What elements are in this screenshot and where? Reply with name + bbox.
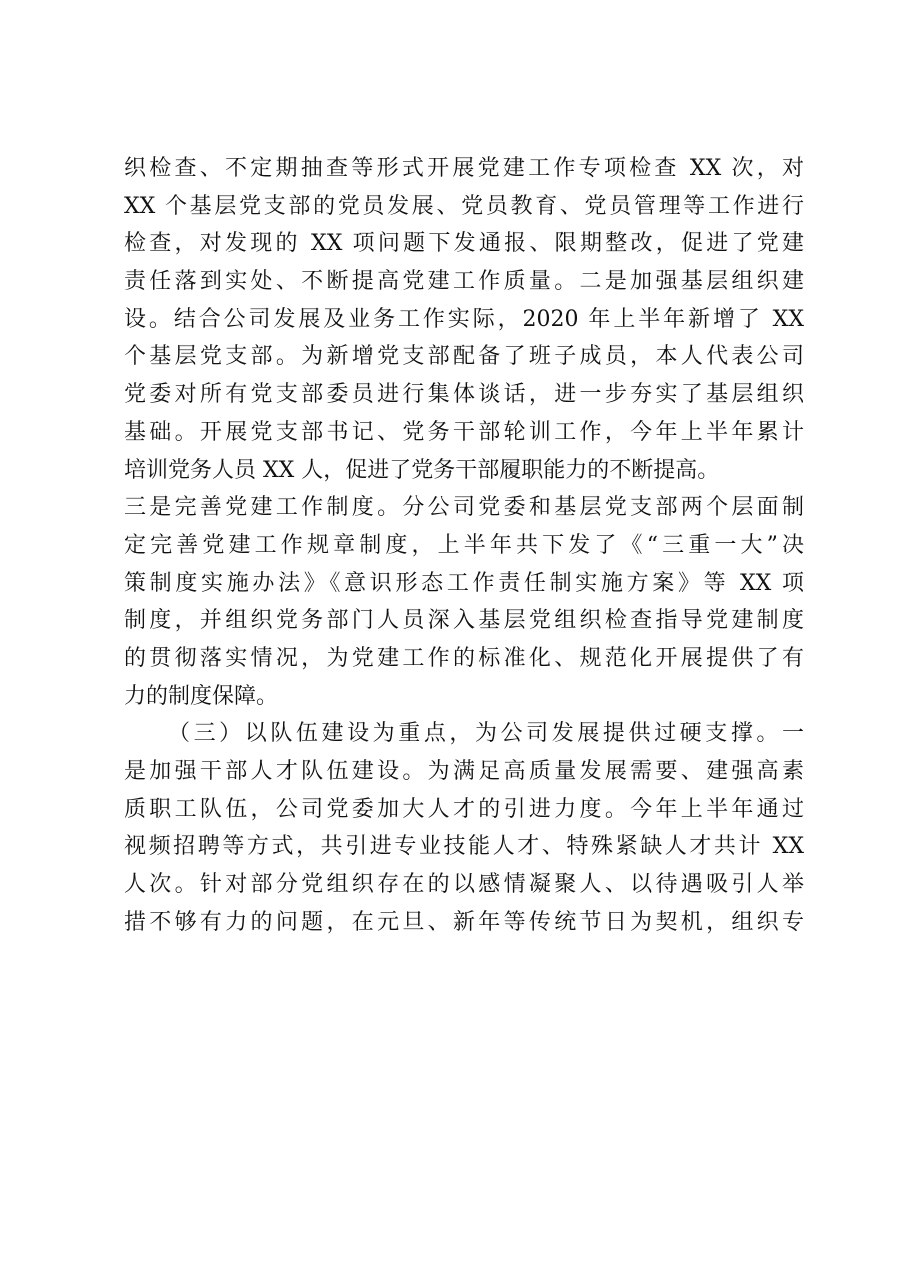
text-line: 人次。针对部分党组织存在的以感情凝聚人、以待遇吸引人举 <box>124 872 804 898</box>
text-line: 责任落到实处、不断提高党建工作质量。二是加强基层组织建 <box>124 269 804 295</box>
text-line: 织检查、不定期抽查等形式开展党建工作专项检查 XX 次，对 <box>124 156 804 181</box>
text-line: 力的制度保障。 <box>124 683 279 709</box>
body-text <box>124 150 804 941</box>
text-line: 培训党务人员 XX 人，促进了党务干部履职能力的不断提高。 <box>124 457 720 483</box>
text-line: 个基层党支部。为新增党支部配备了班子成员，本人代表公司 <box>124 344 804 370</box>
text-line: 设。结合公司发展及业务工作实际，2020 年上半年新增了 XX <box>124 306 804 332</box>
text-line: 质职工队伍，公司党委加大人才的引进力度。今年上半年通过 <box>124 796 804 822</box>
text-line: 策制度实施办法》《意识形态工作责任制实施方案》等 XX 项 <box>124 570 804 596</box>
text-line: 党委对所有党支部委员进行集体谈话，进一步夯实了基层组织 <box>124 382 804 408</box>
text-line: 视频招聘等方式，共引进专业技能人才、特殊紧缺人才共计 XX <box>124 834 804 860</box>
text-line: 三是完善党建工作制度。分公司党委和基层党支部两个层面制 <box>124 495 804 521</box>
text-line: 基础。开展党支部书记、党务干部轮训工作，今年上半年累计 <box>124 419 804 445</box>
text-line: XX 个基层党支部的党员发展、党员教育、党员管理等工作进行 <box>124 193 804 219</box>
text-line: 的贯彻落实情况，为党建工作的标准化、规范化开展提供了有 <box>124 645 804 671</box>
text-line: 是加强干部人才队伍建设。为满足高质量发展需要、建强高素 <box>124 759 804 784</box>
paragraph-work-inspection <box>124 150 804 715</box>
paragraph-team-building <box>124 715 804 941</box>
text-line: 制度，并组织党务部门人员深入基层党组织检查指导党建制度 <box>124 608 804 634</box>
section-heading-line: （三）以队伍建设为重点，为公司发展提供过硬支撑。一 <box>168 721 804 747</box>
text-line: 定完善党建工作规章制度，上半年共下发了《“三重一大”决 <box>124 532 804 558</box>
text-line: 措不够有力的问题，在元旦、新年等传统节日为契机，组织专 <box>124 909 804 935</box>
text-line: 检查，对发现的 XX 项问题下发通报、限期整改，促进了党建 <box>124 231 804 257</box>
